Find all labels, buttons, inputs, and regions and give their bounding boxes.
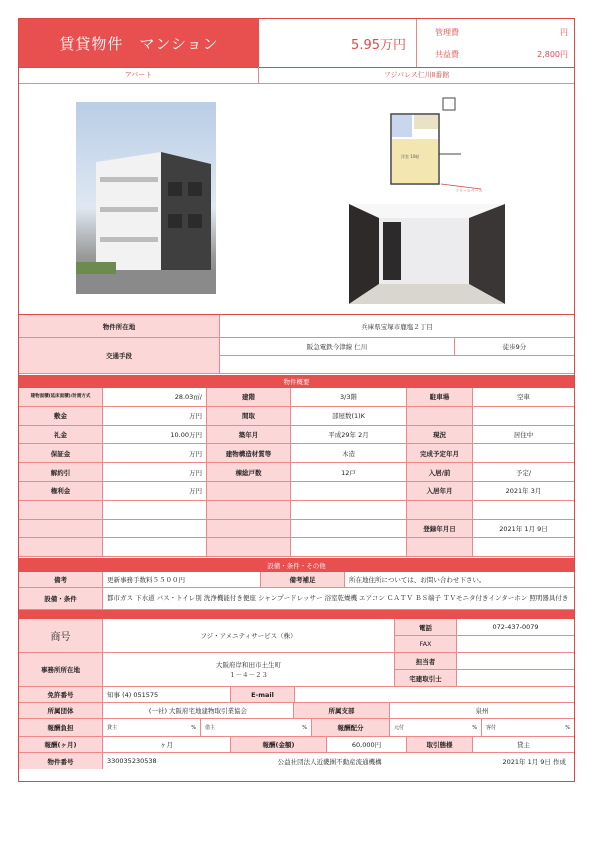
agent-divider: [19, 610, 574, 619]
overview-label: 敷金: [19, 407, 103, 426]
overview-label: [19, 538, 103, 557]
conditions-text: 都市ガス 下水道 バス・トイレ別 洗浄機能付き便座 シャンプードレッサー 浴室乾燥機 エアコン ＣＡＴＶ ＢＳ端子 ＴＶモニタ付きインターホン 照明器具付き: [107, 594, 569, 602]
rent-value: 5.95万円: [351, 37, 406, 53]
floorplan-room-label: 洋室 10帖: [401, 154, 420, 159]
org-label: [19, 703, 103, 719]
conditions-value: [103, 588, 574, 610]
overview-label: 完成予定年月: [407, 444, 473, 463]
overview-label: 建物構造材質等: [207, 444, 291, 463]
overview-value: 万円: [103, 463, 207, 482]
overview-value: 部屋数(1)K: [291, 407, 407, 426]
transit-walk-text: 徒歩9分: [502, 343, 527, 351]
email-label-text: E-mail: [251, 690, 274, 699]
email-value: [295, 687, 574, 703]
company-text: フジ・アメニティサービス（株）: [200, 632, 297, 640]
overview-value: 2021年 3月: [473, 482, 574, 501]
overview-label: 建物面積(延床面積)/計測方式: [19, 388, 103, 407]
id-value: [103, 753, 574, 769]
branch-label: [294, 703, 390, 719]
overview-label: 入居/前: [407, 463, 473, 482]
overview-label: 権利金: [19, 482, 103, 501]
fee-amount-label: [231, 737, 327, 753]
overview-value: 12戸: [291, 463, 407, 482]
office-label-text: 事務所所在地: [41, 666, 80, 674]
supplement-label: [261, 572, 345, 588]
overview-label: 建階: [207, 388, 291, 407]
overview-value: 木造: [291, 444, 407, 463]
overview-value: [473, 501, 574, 520]
overview-value: [473, 407, 574, 426]
overview-value: [291, 520, 407, 539]
fee-amount-label-text: 報酬(金額): [262, 741, 295, 749]
overview-label: 礼金: [19, 426, 103, 445]
fee-months-label: [19, 737, 103, 753]
staff-label: [395, 653, 457, 670]
overview-label: 築年月: [207, 426, 291, 445]
fee-share-label: [19, 719, 103, 737]
common-fee-value: 2,800円: [537, 50, 568, 59]
fee-share-b-label: 借主: [205, 725, 216, 731]
overview-label: 解約引: [19, 463, 103, 482]
fee-alloc-a: [390, 719, 482, 737]
fee-share-b-unit: %: [302, 724, 307, 731]
org-label-text: 所属団体: [47, 707, 74, 715]
fee-share-a: [103, 719, 201, 737]
overview-label: [207, 482, 291, 501]
fee-share-b: [201, 719, 312, 737]
fee-alloc-label: [312, 719, 390, 737]
tel-label: [395, 619, 457, 636]
transit-label-text: 交通手段: [106, 352, 132, 360]
address-label: [19, 315, 220, 338]
building-name-text: フジパレス仁川Ⅱ番館: [383, 71, 450, 79]
fee-share-label-text: 報酬負担: [47, 724, 74, 732]
company-label: [19, 619, 103, 653]
transit-empty: [220, 356, 574, 374]
overview-label: [207, 501, 291, 520]
org-text: (一社) 大阪府宅地建物取引業協会: [148, 707, 248, 715]
overview-header: [19, 375, 574, 388]
rent-price: [259, 19, 417, 67]
tel-label-text: 電話: [419, 623, 432, 632]
fee-amount-value: [327, 737, 407, 753]
category-banner: [19, 19, 259, 67]
staff-label-text: 担当者: [415, 657, 436, 666]
overview-value: 28.03㎡/: [103, 388, 207, 407]
overview-label: [207, 538, 291, 557]
license-text: 知事 (4) 051575: [107, 691, 159, 699]
tel-value: [457, 619, 574, 636]
overview-value: 3/3階: [291, 388, 407, 407]
transit-line: [220, 338, 455, 356]
overview-value: 万円: [103, 407, 207, 426]
conditions-label-text: 設備・条件: [44, 595, 77, 603]
broker-label: [395, 670, 457, 687]
overview-label: 現況: [407, 426, 473, 445]
conditions-label: [19, 588, 103, 610]
branch-text: 泉州: [475, 707, 489, 715]
office-value: [103, 653, 395, 687]
fee-share-a-label: 貸主: [107, 725, 118, 731]
fee-months-text: ヶ月: [160, 741, 173, 749]
overview-value: 2021年 1月 9日: [473, 520, 574, 539]
address-value: [220, 315, 574, 338]
fee-months-label-text: 報酬(ヶ月): [44, 741, 77, 749]
fee-share-a-unit: %: [191, 724, 196, 731]
office-label: [19, 653, 103, 687]
office-line1: 大阪府岸和田市土生町: [216, 660, 281, 669]
overview-value: 万円: [103, 444, 207, 463]
overview-label: [407, 538, 473, 557]
branch-label-text: 所属支部: [328, 707, 355, 715]
license-label: [19, 687, 103, 703]
fee-amount-text: 60,000円: [351, 741, 382, 749]
mgmt-fee-value: 円: [560, 28, 568, 37]
email-label: [231, 687, 295, 703]
fee-alloc-b-unit: %: [565, 724, 570, 731]
fee-alloc-a-unit: %: [472, 724, 477, 731]
overview-value: 空車: [473, 388, 574, 407]
deal-label-text: 取引態様: [426, 741, 453, 749]
supplement-label-text: 備考補足: [289, 576, 316, 584]
overview-value: 予定/: [473, 463, 574, 482]
overview-value: [473, 444, 574, 463]
broker-label-text: 宅建取引士: [409, 674, 442, 683]
deal-value: [473, 737, 574, 753]
overview-label: [19, 501, 103, 520]
created-text: 2021年 1月 9日 作成: [502, 757, 566, 766]
overview-label: [207, 520, 291, 539]
interior-photo: [349, 204, 505, 304]
license-label-text: 免許番号: [47, 691, 74, 699]
overview-label: 保証金: [19, 444, 103, 463]
remarks-value: [103, 572, 261, 588]
remarks-label: [19, 572, 103, 588]
branch-value: [390, 703, 574, 719]
fee-alloc-label-text: 報酬配分: [337, 724, 364, 732]
supplement-text: 所在地住所については、お問い合わせ下さい。: [349, 576, 486, 584]
company-value: [103, 619, 395, 653]
common-fee-label: 共益費: [435, 50, 459, 59]
transit-walk: [455, 338, 574, 356]
overview-value: [103, 538, 207, 557]
transit-label: [19, 338, 220, 374]
deal-label: [407, 737, 473, 753]
id-label-text: 物件番号: [47, 757, 74, 766]
fax-value: [457, 636, 574, 653]
transit-line-text: 阪急電鉄今津線 仁川: [306, 343, 368, 351]
overview-value: 居住中: [473, 426, 574, 445]
overview-value: 平成29年 2月: [291, 426, 407, 445]
staff-value: [457, 653, 574, 670]
overview-value: [473, 538, 574, 557]
org-value: [103, 703, 294, 719]
overview-label: 駐車場: [407, 388, 473, 407]
fee-alloc-a-label: 元付: [394, 725, 405, 731]
overview-label: 登録年月日: [407, 520, 473, 539]
fee-months-value: [103, 737, 231, 753]
address-label-text: 物件所在地: [102, 322, 136, 331]
broker-value: [457, 670, 574, 687]
building-photo: [76, 102, 216, 294]
fees-box: [417, 19, 574, 67]
property-type: [19, 67, 259, 84]
overview-value: [103, 501, 207, 520]
remarks-text: 更新事務手数料５５００円: [107, 576, 185, 584]
overview-title: 物件概要: [283, 378, 310, 386]
license-value: [103, 687, 231, 703]
fee-alloc-b: [482, 719, 574, 737]
tel-text: 072-437-0079: [492, 623, 539, 631]
overview-label: [407, 501, 473, 520]
building-name: [259, 67, 574, 84]
id-label: [19, 753, 103, 769]
overview-label: [19, 520, 103, 539]
overview-value: [291, 538, 407, 557]
equipment-title: 設備・条件・その他: [267, 561, 326, 570]
id-text: 330035230538: [107, 757, 157, 765]
deal-text: 貸主: [517, 741, 530, 749]
overview-label: 棟総戸数: [207, 463, 291, 482]
fee-alloc-b-label: 客付: [486, 725, 497, 731]
overview-value: 10.00万円: [103, 426, 207, 445]
fax-label: [395, 636, 457, 653]
overview-value: [103, 520, 207, 539]
overview-value: [291, 482, 407, 501]
footer-org-text: 公益社団法人近畿圏不動産流通機構: [277, 757, 382, 766]
supplement-value: [345, 572, 574, 588]
overview-label: 間取: [207, 407, 291, 426]
category-text: 賃貸物件 マンション: [59, 34, 219, 53]
fax-label-text: FAX: [419, 640, 432, 648]
office-line2: １－４－２３: [229, 670, 268, 679]
overview-label: 入居年月: [407, 482, 473, 501]
address-text: 兵庫県宝塚市鹿塩２丁目: [361, 322, 433, 331]
overview-value: [291, 501, 407, 520]
company-label-text: 商号: [50, 632, 71, 643]
property-type-text: アパート: [124, 71, 153, 79]
equipment-header: [19, 558, 574, 572]
property-sheet: [18, 18, 575, 782]
floorplan-note: フリースペース: [455, 188, 483, 193]
overview-label: [407, 407, 473, 426]
overview-value: 万円: [103, 482, 207, 501]
mgmt-fee-label: 管理費: [435, 28, 459, 37]
floorplan-image: [381, 94, 491, 204]
remarks-label-text: 備考: [54, 576, 67, 584]
